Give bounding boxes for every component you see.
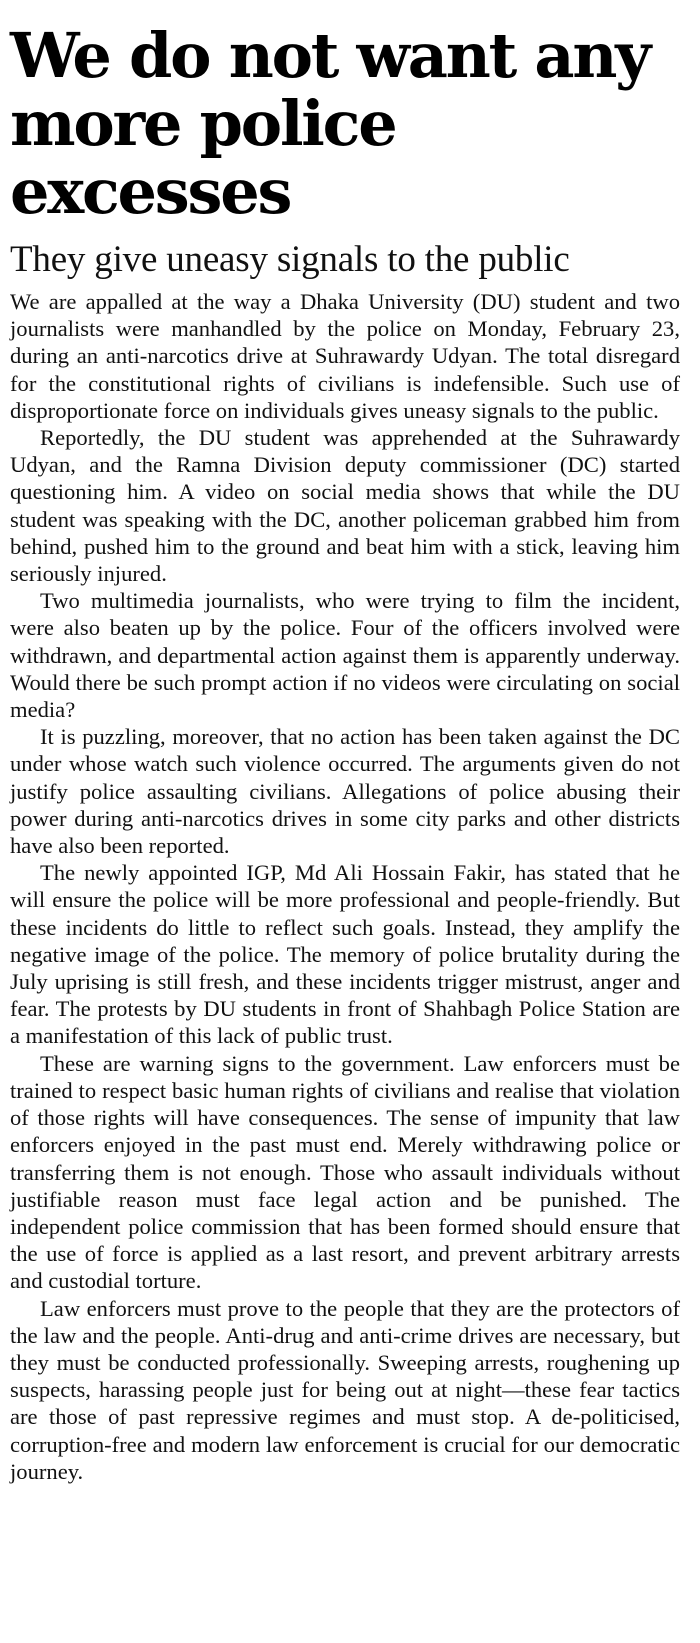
paragraph: It is puzzling, moreover, that no action has been taken against the DC under whose watch such violence occurred. The arguments given do not justify police assaulting civilians. Allegations of police abusing their power during anti-narcotics drives in some city parks and other districts have also been reported.: [10, 724, 680, 859]
paragraph: Reportedly, the DU student was apprehended at the Suhrawardy Udyan, and the Ramna Division deputy commissioner (DC) started questioning him. A video on social media shows that while the DU student was speaking with the DC, another policeman grabbed him from behind, pushed him to the ground and beat him with a stick, leaving him seriously injured.: [10, 425, 680, 587]
paragraph: Law enforcers must prove to the people that they are the protectors of the law and the people. Anti-drug and anti-crime drives are necessary, but they must be conducted professionally. Sweeping arrests, roughening up suspects, harassing people just for being out at night—these fear tactics are those of past repressive regimes and must stop. A de-politicised, corruption-free and modern law enforcement is crucial for our democratic journey.: [10, 1295, 680, 1484]
paragraph: These are warning signs to the government. Law enforcers must be trained to respect basic human rights of civilians and realise that violation of those rights will have consequences. The sense of impunity that law enforcers enjoyed in the past must end. Merely withdrawing police or transferring them is not enough. Those who assault individuals without justifiable reason must face legal action and be punished. The independent police commission that has been formed should ensure that the use of force is applied as a last resort, and prevent arbitrary arrests and custodial torture.: [10, 1050, 680, 1294]
article-body: [10, 288, 680, 1485]
subheadline: They give uneasy signals to the public: [10, 239, 570, 280]
paragraph: We are appalled at the way a Dhaka University (DU) student and two journalists were manhandled by the police on Monday, February 23, during an anti-narcotics drive at Suhrawardy Udyan. The total disregard for the constitutional rights of civilians is indefensible. Such use of disproportionate force on individuals gives uneasy signals to the public.: [10, 289, 680, 423]
paragraph: Two multimedia journalists, who were trying to film the incident, were also beaten up by the police. Four of the officers involved were withdrawn, and departmental action against them is apparently underway. Would there be such prompt action if no videos were circulating on social media?: [10, 588, 680, 723]
headline: We do not want any more police excesses: [10, 19, 650, 228]
paragraph: The newly appointed IGP, Md Ali Hossain Fakir, has stated that he will ensure the police will be more professional and people-friendly. But these incidents do little to reflect such goals. Instead, they amplify the negative image of the police. The memory of police brutality during the July uprising is still fresh, and these incidents trigger mistrust, anger and fear. The protests by DU students in front of Shahbagh Police Station are a manifestation of this lack of public trust.: [10, 860, 680, 1049]
